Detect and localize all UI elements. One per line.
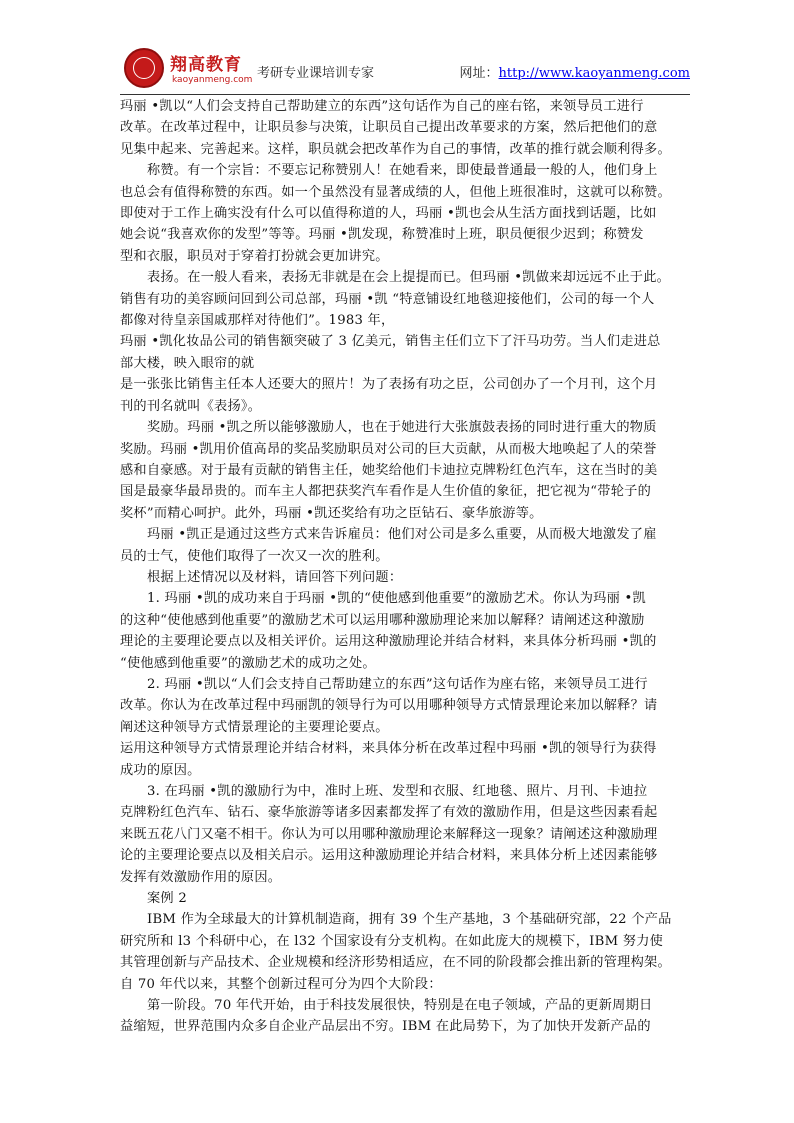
text-line: 研究所和 l3 个科研中心，在 l32 个国家设有分支机构。在如此庞大的规模下，IBM 努力使 bbox=[120, 933, 664, 949]
text-line: 理论的主要理论要点以及相关评价。运用这种激励理论并结合材料，来具体分析玛丽 •凯的 bbox=[120, 634, 657, 650]
text-line: 的这种“使他感到他重要”的激励艺术可以运用哪种激励理论来加以解释？请阐述这种激励 bbox=[120, 612, 645, 628]
text-line: 改革。在改革过程中，让职员参与决策，让职员自己提出改革要求的方案，然后把他们的意 bbox=[120, 120, 658, 136]
logo-name: 翔高教育 bbox=[170, 55, 242, 75]
text-line: “使他感到他重要”的激励艺术的成功之处。 bbox=[120, 655, 376, 671]
text-line: 论的主要理论要点以及相关启示。运用这种激励理论并结合材料，来具体分析上述因素能够 bbox=[120, 848, 658, 864]
logo-url: kaoyanmeng.com bbox=[172, 75, 253, 85]
text-line: 她会说“我喜欢你的发型”等等。玛丽 •凯发现，称赞准时上班，职员便很少迟到；称赞发 bbox=[120, 227, 644, 243]
logo-seal-icon bbox=[124, 48, 164, 88]
text-line: 感和自豪感。对于最有贡献的销售主任，她奖给他们卡迪拉克牌粉红色汽车，这在当时的美 bbox=[120, 462, 658, 478]
text-line: 来既五花八门又毫不相干。你认为可以用哪种激励理论来解释这一现象？请阐述这种激励理 bbox=[120, 826, 658, 842]
text-line: 即使对于工作上确实没有什么可以值得称道的人，玛丽 •凯也会从生活方面找到话题，比如 bbox=[120, 206, 657, 222]
text-line: 型和衣服，职员对于穿着打扮就会更加讲究。 bbox=[120, 248, 389, 264]
text-line: IBM 作为全球最大的计算机制造商，拥有 39 个生产基地，3 个基础研究部，22 个产品 bbox=[147, 912, 672, 928]
text-line: 称赞。有一个宗旨：不要忘记称赞别人！在她看来，即使最普通最一般的人，他们身上 bbox=[147, 163, 658, 179]
header-website bbox=[460, 62, 690, 81]
text-line: 益缩短，世界范围内众多自企业产品层出不穷。IBM 在此局势下，为了加快开发新产品的 bbox=[120, 1019, 651, 1035]
text-line: 成功的原因。 bbox=[120, 762, 201, 778]
text-line: 国是最豪华最昂贵的。而车主人都把获奖汽车看作是人生价值的象征，把它视为“带轮子的 bbox=[120, 484, 652, 500]
page-header bbox=[120, 40, 690, 96]
header-divider bbox=[120, 94, 690, 95]
text-line: 玛丽 •凯正是通过这些方式来告诉雇员：他们对公司是多么重要，从而极大地激发了雇 bbox=[147, 527, 657, 543]
text-line: 改革。你认为在改革过程中玛丽凯的领导行为可以用哪种领导方式情景理论来加以解释？请 bbox=[120, 698, 658, 714]
text-line: 部大楼，映入眼帘的就 bbox=[120, 355, 255, 371]
text-line: 奖励。玛丽 •凯用价值高昂的奖品奖励职员对公司的巨大贡献，从而极大地唤起了人的荣誉 bbox=[120, 441, 657, 457]
text-line: 员的士气，使他们取得了一次又一次的胜利。 bbox=[120, 548, 389, 564]
text-line: 表扬。在一般人看来，表扬无非就是在会上提提而已。但玛丽 •凯做来却远远不止于此。 bbox=[147, 270, 671, 286]
document-body bbox=[120, 96, 690, 1038]
text-line: 奖励。玛丽 •凯之所以能够激励人，也在于她进行大张旗鼓表扬的同时进行重大的物质 bbox=[147, 420, 657, 436]
text-line: 刊的刊名就叫《表扬》。 bbox=[120, 398, 262, 414]
text-line: 玛丽 •凯以“人们会支持自己帮助建立的东西”这句话作为自己的座右铭，来领导员工进行 bbox=[120, 99, 644, 114]
text-line: 运用这种领导方式情景理论并结合材料，来具体分析在改革过程中玛丽 •凯的领导行为获得 bbox=[120, 741, 657, 757]
text-line: 自 70 年代以来，其整个创新过程可分为四个大阶段： bbox=[120, 976, 442, 992]
text-line: 克牌粉红色汽车、钻石、豪华旅游等诸多因素都发挥了有效的激励作用，但是这些因素看起 bbox=[120, 805, 658, 821]
text-line: 奖杯”而精心呵护。此外，玛丽 •凯还奖给有功之臣钻石、豪华旅游等。 bbox=[120, 505, 543, 521]
text-line: 都像对待皇亲国戚那样对待他们”。1983 年， bbox=[120, 313, 395, 329]
text-line: 1. 玛丽 •凯的成功来自于玛丽 •凯的“使他感到他重要”的激励艺术。你认为玛丽 •凯 bbox=[147, 591, 646, 607]
text-line: 也总会有值得称赞的东西。如一个虽然没有显著成绩的人，但他上班很准时，这就可以称赞。 bbox=[120, 184, 671, 200]
text-line: 2. 玛丽 •凯以“人们会支持自己帮助建立的东西”这句话作为座右铭，来领导员工进行 bbox=[147, 676, 648, 692]
text-line: 发挥有效激励作用的原因。 bbox=[120, 869, 282, 885]
text-line: 阐述这种领导方式情景理论的主要理论要点。 bbox=[120, 719, 389, 735]
website-label: 网址： bbox=[459, 66, 499, 81]
logo bbox=[120, 48, 255, 96]
text-line: 案例 2 bbox=[147, 891, 187, 907]
text-line: 是一张张比销售主任本人还要大的照片！为了表扬有功之臣，公司创办了一个月刊，这个月 bbox=[120, 377, 658, 393]
text-line: 第一阶段。70 年代开始，由于科技发展很快，特别是在电子领域，产品的更新周期日 bbox=[147, 998, 653, 1014]
text-line: 见集中起来、完善起来。这样，职员就会把改革作为自己的事情，改革的推行就会顺利得多。 bbox=[120, 141, 671, 157]
text-line: 销售有功的美容顾问回到公司总部，玛丽 •凯 “特意铺设红地毯迎接他们，公司的每一个人 bbox=[120, 291, 655, 307]
header-slogan: 考研专业课培训专家 bbox=[257, 66, 375, 81]
text-line: 根据上述情况以及材料，请回答下列问题： bbox=[147, 569, 403, 585]
text-line: 其管理创新与产品技术、企业规模和经济形势相适应，在不同的阶段都会推出新的管理构架。 bbox=[120, 955, 671, 971]
website-link[interactable]: http://www.kaoyanmeng.com bbox=[498, 66, 690, 81]
text-line: 3. 在玛丽 •凯的激励行为中，准时上班、发型和衣服、红地毯、照片、月刊、卡迪拉 bbox=[147, 784, 648, 799]
text-line: 玛丽 •凯化妆品公司的销售额突破了 3 亿美元，销售主任们立下了汗马功劳。当人们走进总 bbox=[120, 334, 661, 350]
